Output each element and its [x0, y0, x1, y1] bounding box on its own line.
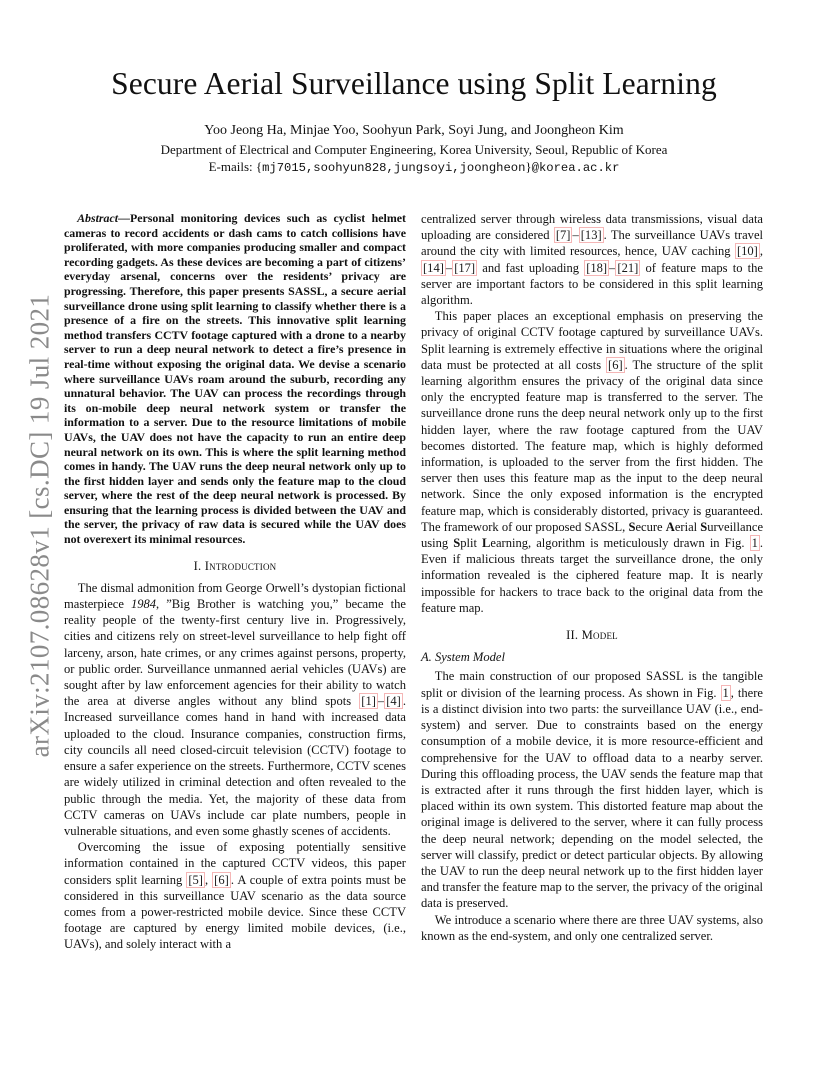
text-run: , ”Big Brother is watching you,” became the reality people of the twenty-first century live in. Progressively, cities and citizens rely on street-level surveillance to help fight off larceny, arson, hate crimes, or any crimes against persons, property, or public order. Surveillance unmanned aerial vehicles (UAVs) are sought after by law enforcement agencies for their ability to watch the area at diverse angles without any blind spots [64, 597, 406, 709]
citation-link[interactable]: [10] [736, 244, 758, 259]
text-run: The dismal admonition from George Orwell’s dystopian fictional masterpiece [64, 580, 406, 612]
model-paragraph-1 [421, 668, 763, 911]
citation-link[interactable]: [1] [361, 694, 376, 709]
text-run: – [445, 260, 453, 275]
emails-domain: @korea.ac.kr [531, 161, 620, 176]
section-name: Model [581, 628, 618, 643]
italic-title: 1984 [130, 597, 157, 612]
emails-open-brace: { [255, 159, 263, 175]
paper-header [66, 66, 762, 177]
arxiv-identifier-text: arXiv:2107.08628v1 [cs.DC] 19 Jul 2021 [24, 293, 55, 757]
citation-link[interactable]: [14] [423, 260, 444, 275]
intro-paragraph-3 [421, 308, 763, 616]
text-run: , [759, 244, 763, 259]
section-name: Introduction [204, 558, 277, 573]
section-heading-introduction [64, 558, 406, 574]
text-run: ecure [635, 519, 666, 534]
right-column [421, 211, 763, 944]
abstract-text: Personal monitoring devices such as cyclist helmet cameras to record accidents or dash cams to catch collisions have proliferated, with more companies producing smaller and compact recording gadgets. As these devices are becoming a part of citizens’ everyday arsenal, concerns over the residents’ privacy are progressing. Therefore, this paper presents SASSL, a secure aerial surveillance drone using split learning to classify whether there is a presence of a fire on the streets. This innovative split learning method transfers CCTV footage captured with a drone to a nearby server to run a deep neural network to detect a fire’s presence in real-time without exposing the original data. We devise a scenario where surveillance UAVs roam around the suburb, recording any unnatural behavior. The UAV can process the recordings through its on-mobile deep neural network system or transfer the information to a server. Due to the resource limitations of mobile UAVs, the UAV does not have the capacity to run an entire deep neural network on its own. This is where the split learning method comes in handy. The UAV runs the deep neural network only up to the first hidden layer and sends only the feature map to the cloud server, where the rest of the deep neural network is processed. By ensuring that the learning process is divided between the UAV and the server, the privacy of raw data is secured while the UAV does not overexert its minimal resources. [64, 211, 406, 547]
citation-link[interactable]: [6] [608, 357, 623, 372]
text-run: This paper places an exceptional emphasis on preserving the privacy of original CCTV footage captured by surveillance UAVs. Split learning is extremely effective in situations where the original data must be protected at all costs [421, 309, 763, 372]
text-run: , there is a distinct division into two parts: the surveillance UAV (i.e., end-system) and server. Due to constraints based on the energy consumption of a mobile device, it is more resource-efficient and comprehensive for the UAV to offload data to a nearby server. During this offloading process, the UAV sends the feature map that is extracted after it runs through the first hidden layer, which is placed within its own system. This distorted feature map about the original image is delivered to the server, where it can fully process the deep neural network; depending on the model selected, the server will classify, predict or detect particular objects. By allowing the UAV to run the deep neural network up to the first hidden layer and transfer the feature map to the server, the privacy of the original data is preserved. [421, 685, 763, 911]
citation-link[interactable]: [4] [386, 694, 401, 709]
arxiv-identifier [20, 295, 60, 755]
section-number: II. [566, 628, 582, 643]
paper-title: Secure Aerial Surveillance using Split Learning [111, 66, 717, 101]
text-run: – [377, 694, 385, 709]
citation-link[interactable]: [13] [580, 228, 602, 243]
text-run: centralized server through wireless data transmissions, visual data uploading are considered [421, 212, 763, 243]
text-run: The main construction of our proposed SASSL is the tangible split or division of the learning process. As shown in Fig. [421, 669, 763, 700]
subsection-heading-system-model: A. System Model [421, 650, 505, 665]
text-run: – [609, 260, 616, 275]
figure-link[interactable]: 1 [722, 685, 729, 700]
acronym-letter: S [700, 519, 708, 534]
acronym-letter: S [628, 519, 636, 534]
text-run: . A couple of extra points must be considered in this surveillance UAV scenario as the data source comes from a power-restricted mobile device. Since these CCTV footage are captured by energy limited mobile devices, (i.e., UAVs), and solely interact with a [64, 872, 406, 952]
citation-link[interactable]: [7] [555, 228, 571, 243]
affiliation: Department of Electrical and Computer Engineering, Korea University, Seoul, Republic of Korea [160, 142, 668, 158]
text-run: . The surveillance UAVs travel around the city with limited resources, hence, UAV caching [421, 228, 763, 259]
citation-link[interactable]: [18] [586, 260, 608, 275]
section-number: I. [193, 558, 205, 573]
citation-link[interactable]: [21] [617, 260, 639, 275]
text-run: of feature maps to the server are important factors to be considered in this split learning algorithm. [421, 260, 764, 308]
emails-prefix: E-mails: [208, 159, 256, 175]
text-run: Overcoming the issue of exposing potentially sensitive information contained in the captured CCTV videos, this paper considers split learning [64, 840, 406, 887]
left-column [64, 211, 406, 953]
emails-close-brace: } [525, 159, 532, 175]
text-run: – [572, 228, 579, 243]
acronym-letter: L [482, 536, 491, 551]
text-run: earning, algorithm is meticulously drawn in Fig. [490, 536, 750, 551]
citation-link[interactable]: [17] [454, 260, 476, 275]
citation-link[interactable]: [5] [188, 872, 203, 887]
intro-paragraph-2 [64, 839, 406, 952]
emails [66, 158, 762, 177]
model-paragraph-2: We introduce a scenario where there are three UAV systems, also known as the end-system, and only one centralized server. [421, 912, 763, 943]
text-run: . Increased surveillance comes hand in hand with increased data uploaded to the cloud. Insurance companies, construction firms, city councils all need closed-circuit television (CCTV) footage to ensure a safer experience on the streets. Furthermore, CCTV scenes are widely utilized in criminal detection and often revealed to the public through the media. Yet, the majority of these data from CCTV cameras on UAVs include car plate numbers, people in vulnerable situations, and even some ghastly scenes of accidents. [64, 694, 406, 838]
text-run: . The structure of the split learning algorithm ensures the privacy of the original data since only the encrypted feature map is transferred to the server. The surveillance drone runs the deep neural network only up to the first hidden layer, where the raw footage captured from the UAV becomes distorted. The feature map, which is highly deformed information, is uploaded to the server from the first hidden. The server then uses this feature map as the input to the deep neural network. Since the only exposed information is the encrypted feature map, which is considerably distorted, privacy is guaranteed. The framework of our proposed SASSL, [421, 357, 764, 534]
text-run: plit [460, 536, 483, 551]
citation-link[interactable]: [6] [214, 872, 229, 887]
text-run: . Even if malicious threats target the surveillance drone, the only information revealed is the ciphered feature map. It is nearly impossible for hackers to trace back to the original data from the feature map. [421, 536, 763, 615]
intro-paragraph-1 [64, 580, 406, 839]
abstract-dash: — [118, 211, 130, 225]
author-list: Yoo Jeong Ha, Minjae Yoo, Soohyun Park, Soyi Jung, and Joongheon Kim [204, 123, 624, 139]
text-run: , [204, 872, 213, 887]
abstract-label: Abstract [77, 211, 119, 225]
text-run: erial [674, 519, 701, 534]
emails-list: mj7015,soohyun828,jungsoyi,joongheon [262, 161, 526, 176]
text-run: urveillance using [421, 519, 764, 551]
text-run: and fast uploading [477, 260, 585, 275]
intro-paragraph-continued [421, 211, 763, 308]
section-heading-model [421, 627, 763, 643]
acronym-letter: A [665, 519, 675, 534]
acronym-letter: S [453, 536, 461, 551]
abstract [64, 211, 406, 547]
figure-link[interactable]: 1 [751, 536, 758, 551]
